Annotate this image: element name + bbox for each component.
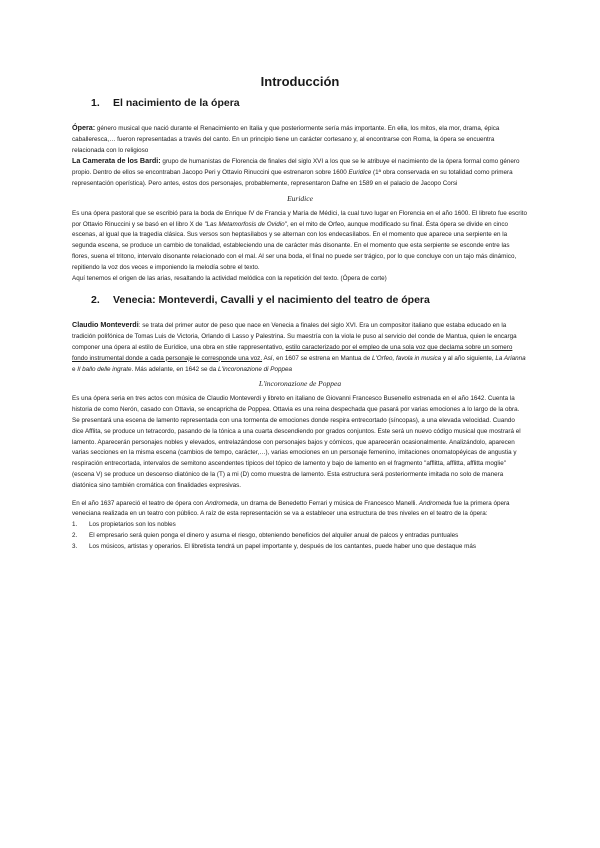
section-2-heading-text: Venecia: Monteverdi, Cavalli y el nacimiento del teatro de ópera [113, 294, 430, 307]
paragraph-text: e [72, 365, 78, 373]
list-item-number: 3. [72, 542, 78, 550]
section-1-heading-text: El nacimiento de la ópera [113, 97, 240, 109]
work-title: La Arianna [495, 354, 526, 362]
paragraph-text: . Más adelante, en 1642 se da [131, 365, 218, 373]
paragraph-text: (1ª obra conservada en su totalidad como primera representación operística). Pero antes, estos dos personajes, probablemente, representaron Dafne en 1589 en el palacio de Jacopo Corsi [72, 169, 513, 187]
term-monteverdi: Claudio Monteverdi [72, 320, 139, 330]
work-title: L'Orfeo, favola in musica [372, 354, 442, 362]
paragraph-arias: Aquí tenemos el origen de las arias, resaltando la actividad melódica con la repetición del texto. (Ópera de corte) [72, 274, 387, 282]
section-2-heading [91, 294, 528, 306]
paragraph-text: Así, en 1607 se estrena en Mantua de [262, 354, 373, 362]
paragraph-text: : se trata del primer autor de peso que nace en Venecia a finales del siglo XVI. Era un compositor italiano que estaba educado en la tradición polifónica de Tomas Luis de Victoria, Orlando di Lasso y Palestrina. Su maestría con la viola le puso al servicio del conde de Mantua, quien le encarga componer una ópera al estilo de Eurídice, una obra en stile rappresentativo, [72, 322, 517, 351]
underlined-text: estilo caracterizado por el empleo de una sola voz que declama sobre un somero fondo instrumental donde a cada personaje le corresponde una voz. [72, 343, 513, 362]
work-title: Andromeda [418, 499, 452, 507]
list-item [72, 520, 528, 531]
paragraph-text: fue la primera ópera veneciana realizada en un teatro con público. A raíz de esta representación se va a establecer una estructura de tres niveles en el teatro de la ópera: [72, 499, 510, 518]
paragraph-text: y al año siguiente, [441, 354, 496, 362]
section-1-heading [91, 97, 528, 109]
paragraph-andromeda [72, 499, 528, 521]
list-item-text: Los músicos, artistas y operarios. El libretista tendrá un papel importante y, después de los cantantes, puede haber uno que destaque más [89, 542, 477, 550]
term-opera: Ópera: [72, 123, 96, 132]
caption-poppea: L'incoronazione de Poppea [258, 379, 342, 389]
list-item-number: 2. [72, 531, 78, 539]
work-title: Andromeda [205, 499, 238, 507]
paragraph-camerata [72, 156, 528, 189]
work-title: Il ballo delle ingrate [77, 365, 132, 373]
term-camerata: La Camerata de los Bardi: [72, 156, 161, 166]
paragraph-text: En el año 1637 apareció el teatro de ópera con [72, 499, 206, 507]
paragraph-text: , un drama de Benedetto Ferrari y música de Francesco Manelli. [237, 499, 419, 507]
caption-euridice: Euridice [287, 193, 313, 203]
paragraph-text: , en el mito de Orfeo, aunque modificado su final. Ésta ópera se divide en cinco escenas, al igual que la tragedia clásica. Sus versos son heptasílabos y se alternan con los endecasílabos. En el momento que aparece una serpiente en la segunda escena, se produce un cambio de tonalidad, estableciendo una de carácter más disonante. En el momento que esta serpiente se esconde entre las flores, suena el tritono, intervalo disonante relacionado con el mal. Al ser una boda, el final no puede ser trágico, por lo que concluye con un tajo más dinámico, repitiendo la voz dos veces e imponiendo la melodía sobre el texto. [72, 220, 517, 271]
list-item [72, 542, 528, 553]
list-item-text: El empresario será quien ponga el dinero y asuma el riesgo, obteniendo beneficios del alquiler anual de palcos y entradas puntuales [89, 531, 459, 539]
list-item-text: Los propietarios son los nobles [89, 521, 176, 529]
paragraph-text: género musical que nació durante el Renacimiento en Italia y que posteriormente sería más importante. En ella, los mitos, ela mor, drama, épica caballeresca,… fueron representadas a través del canto. En un principio tiene un carácter cortesano y, al encontrarse con Roma, la ópera se encuentra relacionada con lo religioso [72, 125, 500, 154]
work-title: "Las Metamorfosis de Ovidio" [204, 220, 287, 228]
paragraph-euridice [72, 209, 528, 274]
paragraph-poppea: Es una ópera seria en tres actos con música de Claudio Monteverdi y libreto en italiano de Giovanni Francesco Busenello estrenada en el año 1642. Cuenta la historia de como Nerón, casado con Ottavia, se encapricha de Poppea. Ottavia es una reina despechada que pasará por varias emociones a lo largo de la obra. Se presentará una escena de lamento representada con una tormenta de emociones donde respira entrecortado (síncopas), a una elevada velocidad. Cuando dice Afflita, se produce un tetracordo, pasando de la tónica a una cuarta descendiendo por grados conjuntos. Este será un nuevo código musical que mostrará el lamento. Aparecerán personajes nobles y elevados, entrelazándose con personajes bajos y cómicos, que aparecerán ocasionalmente. Analizándolo, aparecen varias secciones en la misma escena (cambios de tempo, carácter,…), varias emociones en un personaje femenino, imitaciones onomatopéyicas de angustia y respiración entrecortada, intervalos de semitono ascendentes típicos del tópico de lamento y bajo de lamento en el fragmento "afflitta, afflitta, afflitta moglie" (escena V) se produce un descenso diatónico de la (T) a mi (D) como muestra de lamento. Esta estructura será posteriormente imitada no solo de manera diatónica sino también cromática con finalidades expresivas. [72, 395, 521, 489]
section-1-number: 1. [91, 97, 100, 109]
list-item-number: 1. [72, 521, 78, 529]
paragraph-opera-definition [72, 123, 528, 156]
theatre-levels-list [72, 520, 528, 552]
work-title: L'incoronazione di Poppea [218, 365, 293, 373]
spacer [72, 492, 528, 499]
document-page [72, 74, 528, 553]
paragraph-text: grupo de humanistas de Florencia de finales del siglo XVI a los que se le atribuye el nacimiento de la ópera formal como género propio. Dentro de ellos se encontraban Jacopo Peri y Ottavio Rinuccini que estrenaron sobre 1600 [72, 158, 520, 177]
list-item [72, 531, 528, 542]
paragraph-text: Es una ópera pastoral que se escribió para la boda de Enrique IV de Francia y María de Médici, la cual tuvo lugar en Florencia en el año 1600. El libreto fue escrito por Ottavio Rinuccini y se basó en el libro X de [72, 209, 528, 228]
work-title: Euridice [348, 169, 372, 177]
section-2-number: 2. [91, 294, 100, 307]
paragraph-monteverdi [72, 320, 528, 375]
document-title: Introducción [260, 74, 340, 89]
